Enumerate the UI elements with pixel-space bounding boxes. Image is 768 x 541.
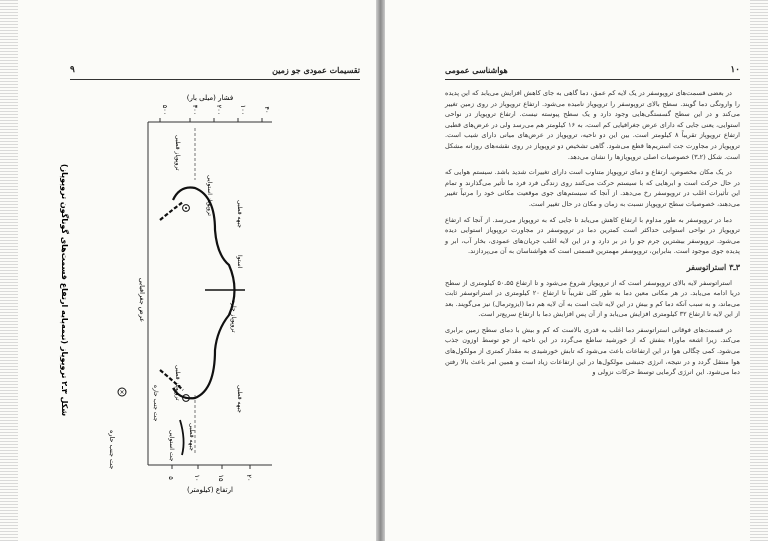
left-page: [0, 0, 383, 541]
pressure-tick-label: ۳۰۰: [191, 104, 199, 116]
zone-label: تروپوپاز حاره: [230, 300, 237, 333]
polar-tropopause-curve: [160, 202, 183, 220]
zone-label: جبهه قطبی: [236, 385, 243, 414]
right-page-header: [445, 63, 740, 80]
pressure-axis-label: فشار (میلی بار): [186, 94, 234, 102]
paragraph: دما در تروپوسفر به طور مداوم با ارتفاع کاهش می‌یابد تا جایی که به تروپوپاز می‌رسد. از آنجا که ارتفاع تروپوپاز در نواحی استوایی حداکثر است کمترین دما در تروپوسفر در مجاورت تروپوپاز استوایی دیده می‌شود. تروپوسفر بیشترین جرم جو را در بر دارد و در این لایه اغلب جریان‌های عمودی، بخار آب، ابر و پدیده جوی موجود است. بنابراین، تروپوسفر مهمترین قسمتی است که هواشناسان به آن می‌پردازند.: [445, 215, 740, 256]
legend-jet-label: جت جنب حاره: [108, 430, 116, 470]
pressure-tick-label: ۱۰۰: [239, 104, 247, 116]
figure-caption: شکل ۳ـ۲ تروپوپاز (نیمه‌پایه ارتفاع قسمت‌های گوناگون تروپوپاز): [60, 163, 69, 417]
paragraph: استراتوسفر لایه بالای تروپوسفر است که از تروپوپاز شروع می‌شود و تا ارتفاع ۵۵ـ۵۰ کیلومتری از سطح دریا ادامه می‌یابد. در هر مکانی معین دما به طور کلی تقریباً تا ارتفاع ۲۰ کیلومتری در استراتوسفر ثابت می‌ماند، و به سبب آنکه دما کم و بیش در این لایه ثابت است به آن لایه هم دما (ایزوترمال) نیز می‌گویند. بعد از این لایه تا ارتفاع ۳۲ کیلومتری افزایش می‌یابد و از آن پس افزایش دما با ارتفاع سریع‌تر است.: [445, 278, 740, 319]
pressure-ticks: [160, 105, 271, 122]
height-axis-label: ارتفاع (کیلومتر): [187, 486, 233, 494]
right-page-body: [445, 88, 740, 383]
zone-label: تروپوپاز قطبی: [174, 365, 181, 401]
tropopause-figure: [0, 0, 383, 541]
tropical-tropopause-curve: [173, 188, 235, 399]
zone-label: جت استوایی: [168, 430, 175, 462]
zone-labels: [138, 135, 243, 462]
zone-label: استوا: [236, 255, 243, 269]
height-tick-label: ۱۰: [193, 474, 201, 482]
pressure-tick-label: ۲۰۰: [215, 104, 223, 116]
page-edge-shadow: [750, 0, 768, 541]
paragraph: در قسمت‌های فوقانی استراتوسفر دما اغلب به قدری بالاست که کم و بیش با دمای سطح زمین برابری می‌کند. زیرا اشعه ماوراء بنفش که از خورشید ساطع می‌گردد در این ناحیه از جو توسط اوزون جذب می‌شود. کمی چگالی هوا در این ارتفاعات باعث می‌شود که تابش خورشیدی به مقدار کمتری از مولکول‌های هوا منتقل گردد و در نتیجه، انرژی جنبشی مولکول‌ها در این ارتفاعات زیاد است و همین امر باعث بالا رفتن دما می‌شود. این انرژی گرمایی توسط حرکات نزولی و: [445, 325, 740, 377]
pressure-tick-label: ۵۰۰: [161, 104, 169, 116]
zone-label: تروپوپاز قطبی: [174, 135, 181, 171]
zone-label: جبهه قطبی: [236, 200, 243, 229]
jet-center-dot: [185, 397, 187, 399]
pressure-tick-label: ۴۰: [263, 106, 271, 114]
left-page-number: ۹: [70, 65, 75, 75]
section-heading: ۳ـ۳ استراتوسفر: [686, 261, 740, 272]
right-running-title: هواشناسی عمومی: [445, 65, 508, 75]
zone-label: جبهه قطبی: [188, 423, 195, 452]
height-ticks: [167, 465, 253, 482]
paragraph: در بعضی قسمت‌های تروپوسفر در یک لایه کم عمق، دما گاهی به جای کاهش افزایش می‌یابد که این پدیده را وارونگی دما گویند. سطح بالای تروپوسفر را تروپوپاز نامیده می‌شود. ارتفاع تروپوپاز در روی زمین تغییر می‌کند و در این سطح گسستگی‌هایی وجود دارد و یک سطح پیوسته نیست. ارتفاع تروپوپاز در نواحی استوایی، یعنی جایی که دارای عرض جغرافیایی کم است، به ۱۶ کیلومتر هم می‌رسد ولی در عرض‌های قطبی ارتفاع تروپوپاز تقریباً ۸ کیلومتر است. بین این دو ناحیه، تروپوپاز در عرض‌های میانی دارای شیب است. تروپوپاز در مجاورت جت استریم‌ها قطع می‌شود. گاهی تشخیص دو تروپوپاز در روی نقشه‌های روزانه مشکل است. شکل (۲ـ۳) خصوصیات اصلی تروپوپازها را نشان می‌دهد.: [445, 89, 740, 161]
legend-jet-x: ×: [119, 389, 125, 396]
latitude-axis-label: عرض جغرافیایی: [138, 277, 146, 323]
jet-center-dot: [185, 207, 187, 209]
height-tick-label: ۲۰: [245, 474, 253, 482]
right-page-number: ۱۰: [730, 65, 740, 75]
polar-front-curve: [180, 420, 184, 455]
paragraph: در یک مکان مخصوص، ارتفاع و دمای تروپوپاز متناوب است دارای تغییرات شدید باشد. سیستم هوایی که در حال حرکت است و ابرهایی که با سیستم حرکت می‌کنند روی زندگی فرد فرد ما تأثیر می‌گذارند و تمام این تأثیرات اغلب در تروپوسفر رخ می‌دهد. از آنجا که سیستم‌های جوی موقعیت مکانی خود را مرتباً تغییر می‌دهند، خصوصیات سطح تروپوپاز نسبت به زمان و مکان در حال تغییر است.: [445, 168, 740, 208]
right-page: [385, 0, 768, 541]
left-running-title: تقسیمات عمودی جو زمین: [272, 65, 360, 75]
height-tick-label: ۵: [167, 476, 175, 480]
zone-label: تروپوپاز استوایی: [206, 175, 213, 216]
height-tick-label: ۱۵: [217, 474, 225, 482]
zone-label: جت جنب حاره: [152, 385, 159, 422]
